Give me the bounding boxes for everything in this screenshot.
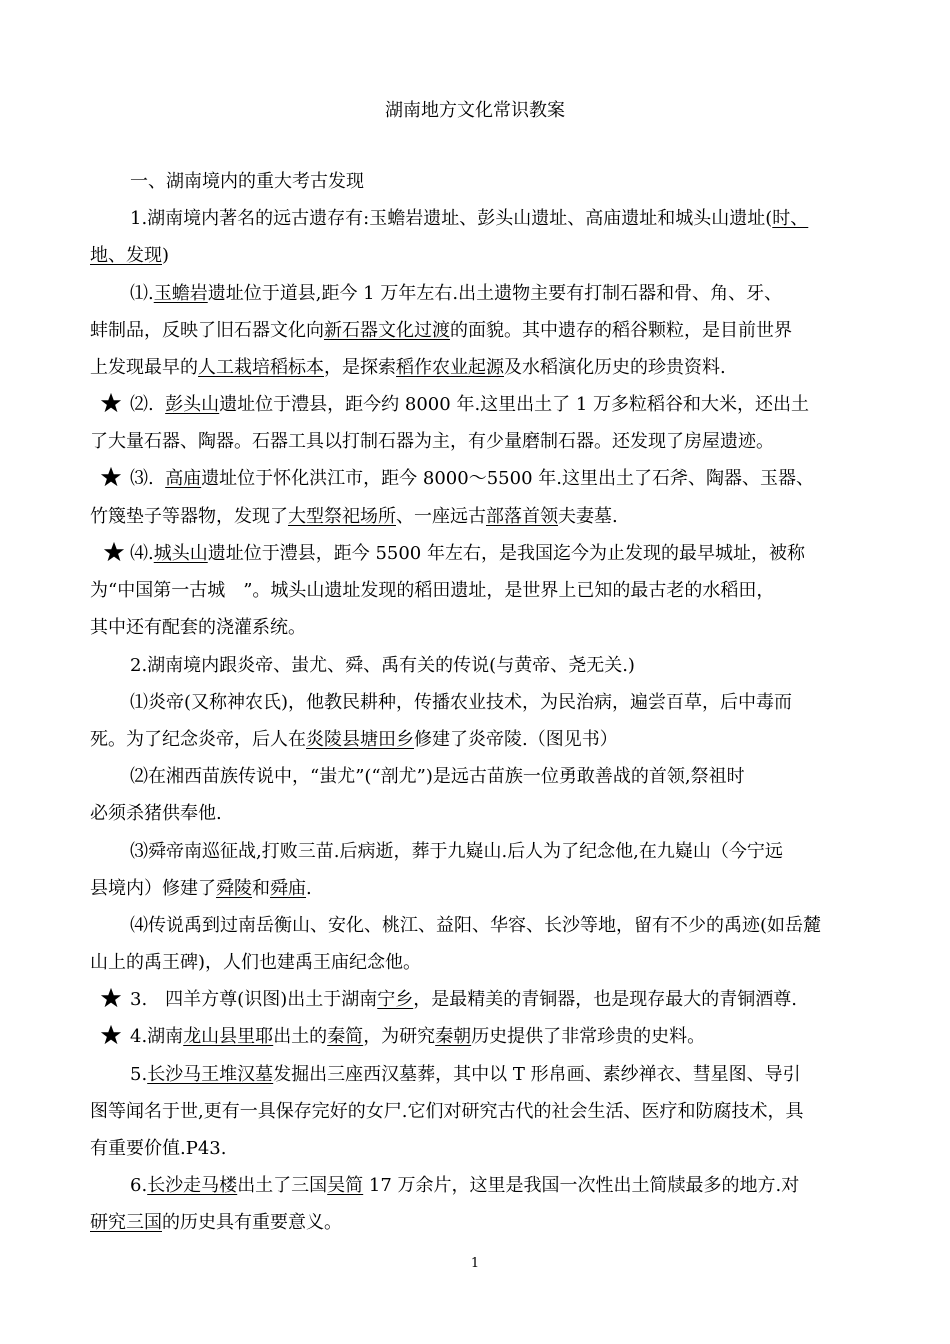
item2-p3-line1: ⑶舜帝南巡征战,打败三苗.后病逝，葬于九嶷山.后人为了纪念他,在九嶷山（今宁远 bbox=[130, 841, 783, 862]
sub4-line1: ⑷.城头山遗址位于澧县，距今 5500 年左右，是我国迄今为止发现的最早城址，被称 bbox=[130, 543, 805, 564]
sub3-line1: ⑶. 高庙遗址位于怀化洪江市，距今 8000～5500 年.这里出土了石斧、陶器、玉器、 bbox=[130, 468, 814, 489]
page-number: 1 bbox=[470, 1256, 480, 1271]
sub2-line1: ⑵. 彭头山遗址位于澧县，距今约 8000 年.这里出土了 1 万多粒稻谷和大米，还出土 bbox=[130, 394, 810, 415]
item2-p4-line1: ⑷传说禹到过南岳衡山、安化、桃江、益阳、华容、长沙等地，留有不少的禹迹(如岳麓 bbox=[130, 915, 822, 936]
item2-p3-line2: 县境内）修建了舜陵和舜庙. bbox=[90, 878, 312, 899]
item5-line3: 有重要价值.P43. bbox=[90, 1138, 227, 1159]
sub1-line2: 蚌制品，反映了旧石器文化向新石器文化过渡的面貌。其中遗存的稻谷颗粒，是目前世界 bbox=[90, 320, 792, 341]
star-icon bbox=[103, 541, 125, 563]
star-icon bbox=[100, 1024, 122, 1046]
star-icon bbox=[100, 987, 122, 1009]
sub4-line3: 其中还有配套的浇灌系统。 bbox=[90, 617, 306, 638]
item2-heading: 2.湖南境内跟炎帝、蚩尤、舜、禹有关的传说(与黄帝、尧无关.) bbox=[130, 655, 635, 676]
item5-line2: 图等闻名于世,更有一具保存完好的女尸.它们对研究古代的社会生活、医疗和防腐技术，具 bbox=[90, 1101, 804, 1122]
item6-line2: 研究三国的历史具有重要意义。 bbox=[90, 1212, 342, 1233]
item1-line1: 1.湖南境内著名的远古遗存有:玉蟾岩遗址、彭头山遗址、高庙遗址和城头山遗址(时、 bbox=[130, 208, 809, 229]
item1-line2: 地、发现) bbox=[90, 245, 170, 266]
item3-line: 3. 四羊方尊(识图)出土于湖南宁乡，是最精美的青铜器，也是现存最大的青铜酒尊. bbox=[130, 989, 797, 1010]
item4-line: 4.湖南龙山县里耶出土的秦简，为研究秦朝历史提供了非常珍贵的史料。 bbox=[130, 1026, 706, 1047]
item2-p1-line2: 死。为了纪念炎帝，后人在炎陵县塘田乡修建了炎帝陵.（图见书） bbox=[90, 729, 618, 750]
item2-p1-line1: ⑴炎帝(又称神农氏)，他教民耕种，传播农业技术，为民治病，遍尝百草，后中毒而 bbox=[130, 692, 793, 713]
sub4-line2: 为“中国第一古城 ”。城头山遗址发现的稻田遗址，是世界上已知的最古老的水稻田， bbox=[90, 580, 775, 601]
star-icon bbox=[100, 466, 122, 488]
item6-line1: 6.长沙走马楼出土了三国吴简 17 万余片，这里是我国一次性出土简牍最多的地方.对 bbox=[130, 1175, 800, 1196]
item2-p2-line1: ⑵在湘西苗族传说中，“蚩尤”(“剖尤”)是远古苗族一位勇敢善战的首领,祭祖时 bbox=[130, 766, 745, 787]
star-icon bbox=[100, 392, 122, 414]
sub3-line2: 竹篾垫子等器物，发现了大型祭祀场所、一座远古部落首领夫妻墓. bbox=[90, 506, 618, 527]
sub1-line1: ⑴.玉蟾岩遗址位于道县,距今 1 万年左右.出土遗物主要有打制石器和骨、角、牙、 bbox=[130, 283, 783, 304]
item2-p4-line2: 山上的禹王碑)，人们也建禹王庙纪念他。 bbox=[90, 952, 422, 973]
section-heading: 一、湖南境内的重大考古发现 bbox=[130, 171, 364, 192]
item5-line1: 5.长沙马王堆汉墓发掘出三座西汉墓葬，其中以 T 形帛画、素纱禅衣、彗星图、导引 bbox=[130, 1064, 801, 1085]
item2-p2-line2: 必须杀猪供奉他. bbox=[90, 803, 222, 824]
document-title: 湖南地方文化常识教案 bbox=[385, 100, 565, 121]
sub1-line3: 上发现最早的人工栽培稻标本，是探索稻作农业起源及水稻演化历史的珍贵资料. bbox=[90, 357, 726, 378]
sub2-line2: 了大量石器、陶器。石器工具以打制石器为主，有少量磨制石器。还发现了房屋遗迹。 bbox=[90, 431, 774, 452]
